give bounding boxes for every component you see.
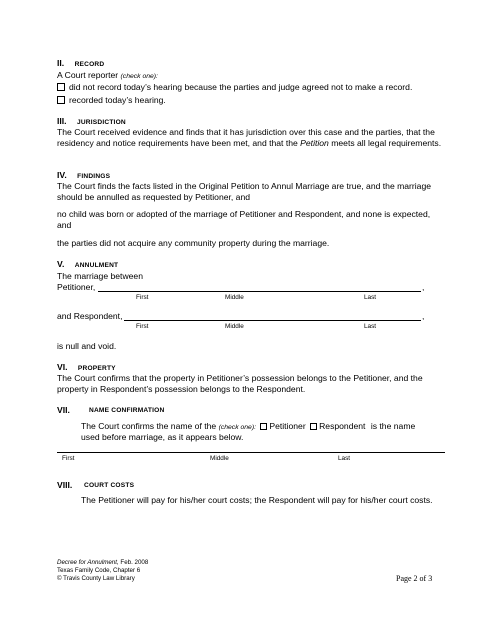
section-name-confirmation-heading: [57, 405, 165, 416]
respondent-name-line[interactable]: [124, 320, 421, 321]
record-option-no-record[interactable]: did not record today’s hearing because the parties and judge agreed not to make a record.: [57, 82, 412, 93]
first-label: First: [136, 294, 149, 301]
section-record-heading: [57, 58, 104, 70]
section-title: COURT COSTS: [84, 482, 135, 489]
section-number: IV.: [57, 170, 67, 180]
respondent-checkbox[interactable]: [310, 423, 317, 430]
footer-library: © Travis County Law Library: [57, 575, 135, 582]
confirmed-name-line[interactable]: [57, 452, 445, 453]
annulment-closing: is null and void.: [57, 341, 117, 351]
first-label: First: [62, 455, 75, 462]
findings-paragraph-2: no child was born or adopted of the marriage of Petitioner and Respondent, and none is expected, and: [57, 209, 431, 230]
section-title: PROPERTY: [77, 365, 116, 372]
record-option-recorded[interactable]: recorded today’s hearing.: [57, 95, 166, 106]
section-title: ANNULMENT: [74, 262, 119, 269]
section-number: VI.: [57, 362, 68, 372]
section-number: V.: [57, 259, 65, 269]
last-label: Last: [338, 455, 351, 462]
annulment-intro: The marriage between: [57, 271, 143, 281]
section-number: II.: [57, 58, 65, 68]
middle-label: Middle: [210, 455, 229, 462]
section-title: FINDINGS: [77, 173, 111, 180]
comma: ,: [422, 282, 425, 292]
petitioner-name-line[interactable]: [98, 291, 421, 292]
property-text: The Court confirms that the property in Petitioner’s possession belongs to the Petitioner, and the property in Respondent’s possession belongs to the Respondent.: [57, 373, 423, 394]
findings-paragraph-1: The Court finds the facts listed in the Original Petition to Annul Marriage are true, and the marriage should be annulled as requested by Petitioner, and: [57, 181, 432, 202]
checkbox[interactable]: [57, 83, 65, 91]
page-number: Page 2 of 3: [396, 574, 433, 583]
last-label: Last: [364, 294, 377, 301]
first-label: First: [136, 323, 149, 330]
section-title: NAME CONFIRMATION: [89, 407, 165, 414]
section-title: RECORD: [74, 61, 105, 68]
section-annulment-heading: [57, 259, 118, 271]
section-number: VIII.: [57, 480, 73, 490]
checkbox[interactable]: [57, 96, 65, 104]
jurisdiction-text: The Court received evidence and finds that it has jurisdiction over this case and the parties, that the residency and notice requirements have been met, and that the Petition meets all legal requirements.: [57, 127, 442, 148]
name-confirmation-text: The Court confirms the name of the (check one): Petitioner Respondent is the name: [81, 421, 416, 431]
record-intro: A Court reporter (check one):: [57, 70, 158, 80]
name-confirmation-text-2: used before marriage, as it appears below.: [81, 432, 244, 442]
middle-label: Middle: [225, 323, 244, 330]
petitioner-label: Petitioner,: [57, 282, 96, 292]
court-costs-text: The Petitioner will pay for his/her court costs; the Respondent will pay for his/her court costs.: [81, 495, 433, 505]
section-number: III.: [57, 116, 67, 126]
footer-code: Texas Family Code, Chapter 6: [57, 567, 141, 574]
section-court-costs-heading: [57, 480, 135, 491]
respondent-label: and Respondent,: [57, 311, 123, 321]
section-title: JURISDICTION: [76, 119, 126, 126]
section-number: VII.: [57, 405, 70, 415]
footer-doc-title: Decree for Annulment, Feb. 2008: [57, 559, 149, 566]
comma: ,: [422, 311, 425, 321]
middle-label: Middle: [225, 294, 244, 301]
findings-paragraph-3: the parties did not acquire any community property during the marriage.: [57, 238, 330, 248]
last-label: Last: [364, 323, 377, 330]
petitioner-checkbox[interactable]: [260, 423, 267, 430]
